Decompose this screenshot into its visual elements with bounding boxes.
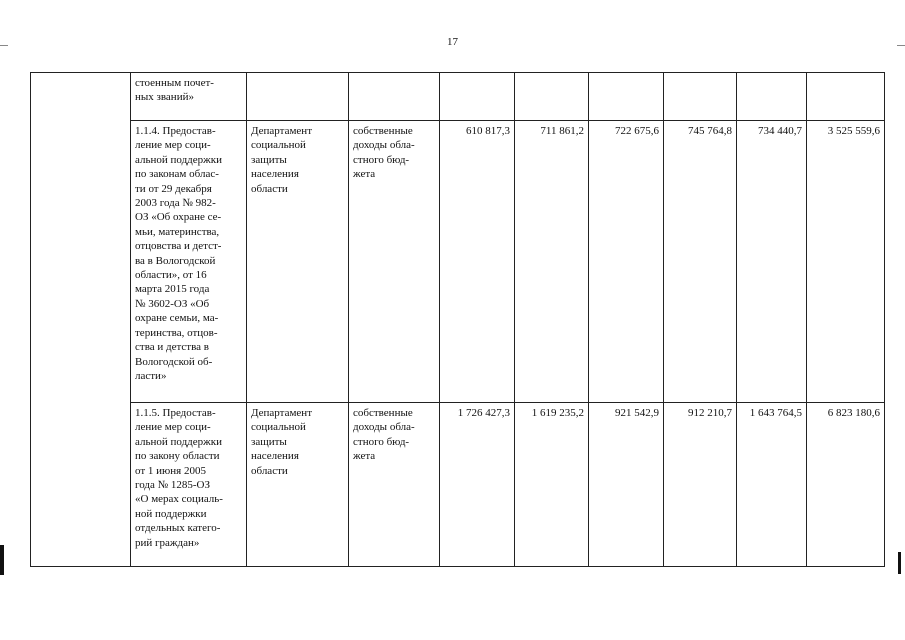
event-cell: стоенным почет- ных званий» — [131, 73, 247, 121]
scan-edge-bar-left — [0, 545, 4, 575]
total-value-cell: 3 525 559,6 — [807, 121, 885, 403]
value-cell: 1 726 427,3 — [440, 403, 515, 567]
value-cell: 711 861,2 — [515, 121, 589, 403]
table-row — [31, 121, 885, 403]
blank-first-column — [31, 73, 131, 567]
value-cell: 912 210,7 — [664, 403, 737, 567]
executor-cell: Департамент социальной защиты населения области — [247, 403, 349, 567]
value-cell — [515, 73, 589, 121]
value-cell: 610 817,3 — [440, 121, 515, 403]
value-cell — [737, 73, 807, 121]
table-row — [31, 403, 885, 567]
total-value-cell: 6 823 180,6 — [807, 403, 885, 567]
source-cell: собственные доходы обла- стного бюд- жета — [349, 403, 440, 567]
value-cell — [807, 73, 885, 121]
event-cell: 1.1.4. Предостав- ление мер соци- альной поддержки по законам облас- ти от 29 декабря 2003 года № 982- ОЗ «Об охране се- мьи, материнства, отцовства и детст- ва в Вологодской области», от 16 марта 2015 года № 3602-ОЗ «Об охране семьи, ма- теринства, отцов- ства и детства в Вологодской об- ласти» — [131, 121, 247, 403]
source-cell: собственные доходы обла- стного бюд- жета — [349, 121, 440, 403]
value-cell — [664, 73, 737, 121]
value-cell: 734 440,7 — [737, 121, 807, 403]
value-cell: 745 764,8 — [664, 121, 737, 403]
page-number: 17 — [447, 36, 458, 48]
source-cell — [349, 73, 440, 121]
value-cell: 1 643 764,5 — [737, 403, 807, 567]
value-cell: 1 619 235,2 — [515, 403, 589, 567]
value-cell — [589, 73, 664, 121]
budget-table — [30, 72, 885, 567]
executor-cell: Департамент социальной защиты населения области — [247, 121, 349, 403]
scan-edge-bar-right — [898, 552, 901, 574]
value-cell — [440, 73, 515, 121]
value-cell: 921 542,9 — [589, 403, 664, 567]
executor-cell — [247, 73, 349, 121]
value-cell: 722 675,6 — [589, 121, 664, 403]
event-cell: 1.1.5. Предостав- ление мер соци- альной поддержки по закону области от 1 июня 2005 года № 1285-ОЗ «О мерах социаль- ной поддержки отдельных катего- рий граждан» — [131, 403, 247, 567]
table-row-continuation — [31, 73, 885, 121]
